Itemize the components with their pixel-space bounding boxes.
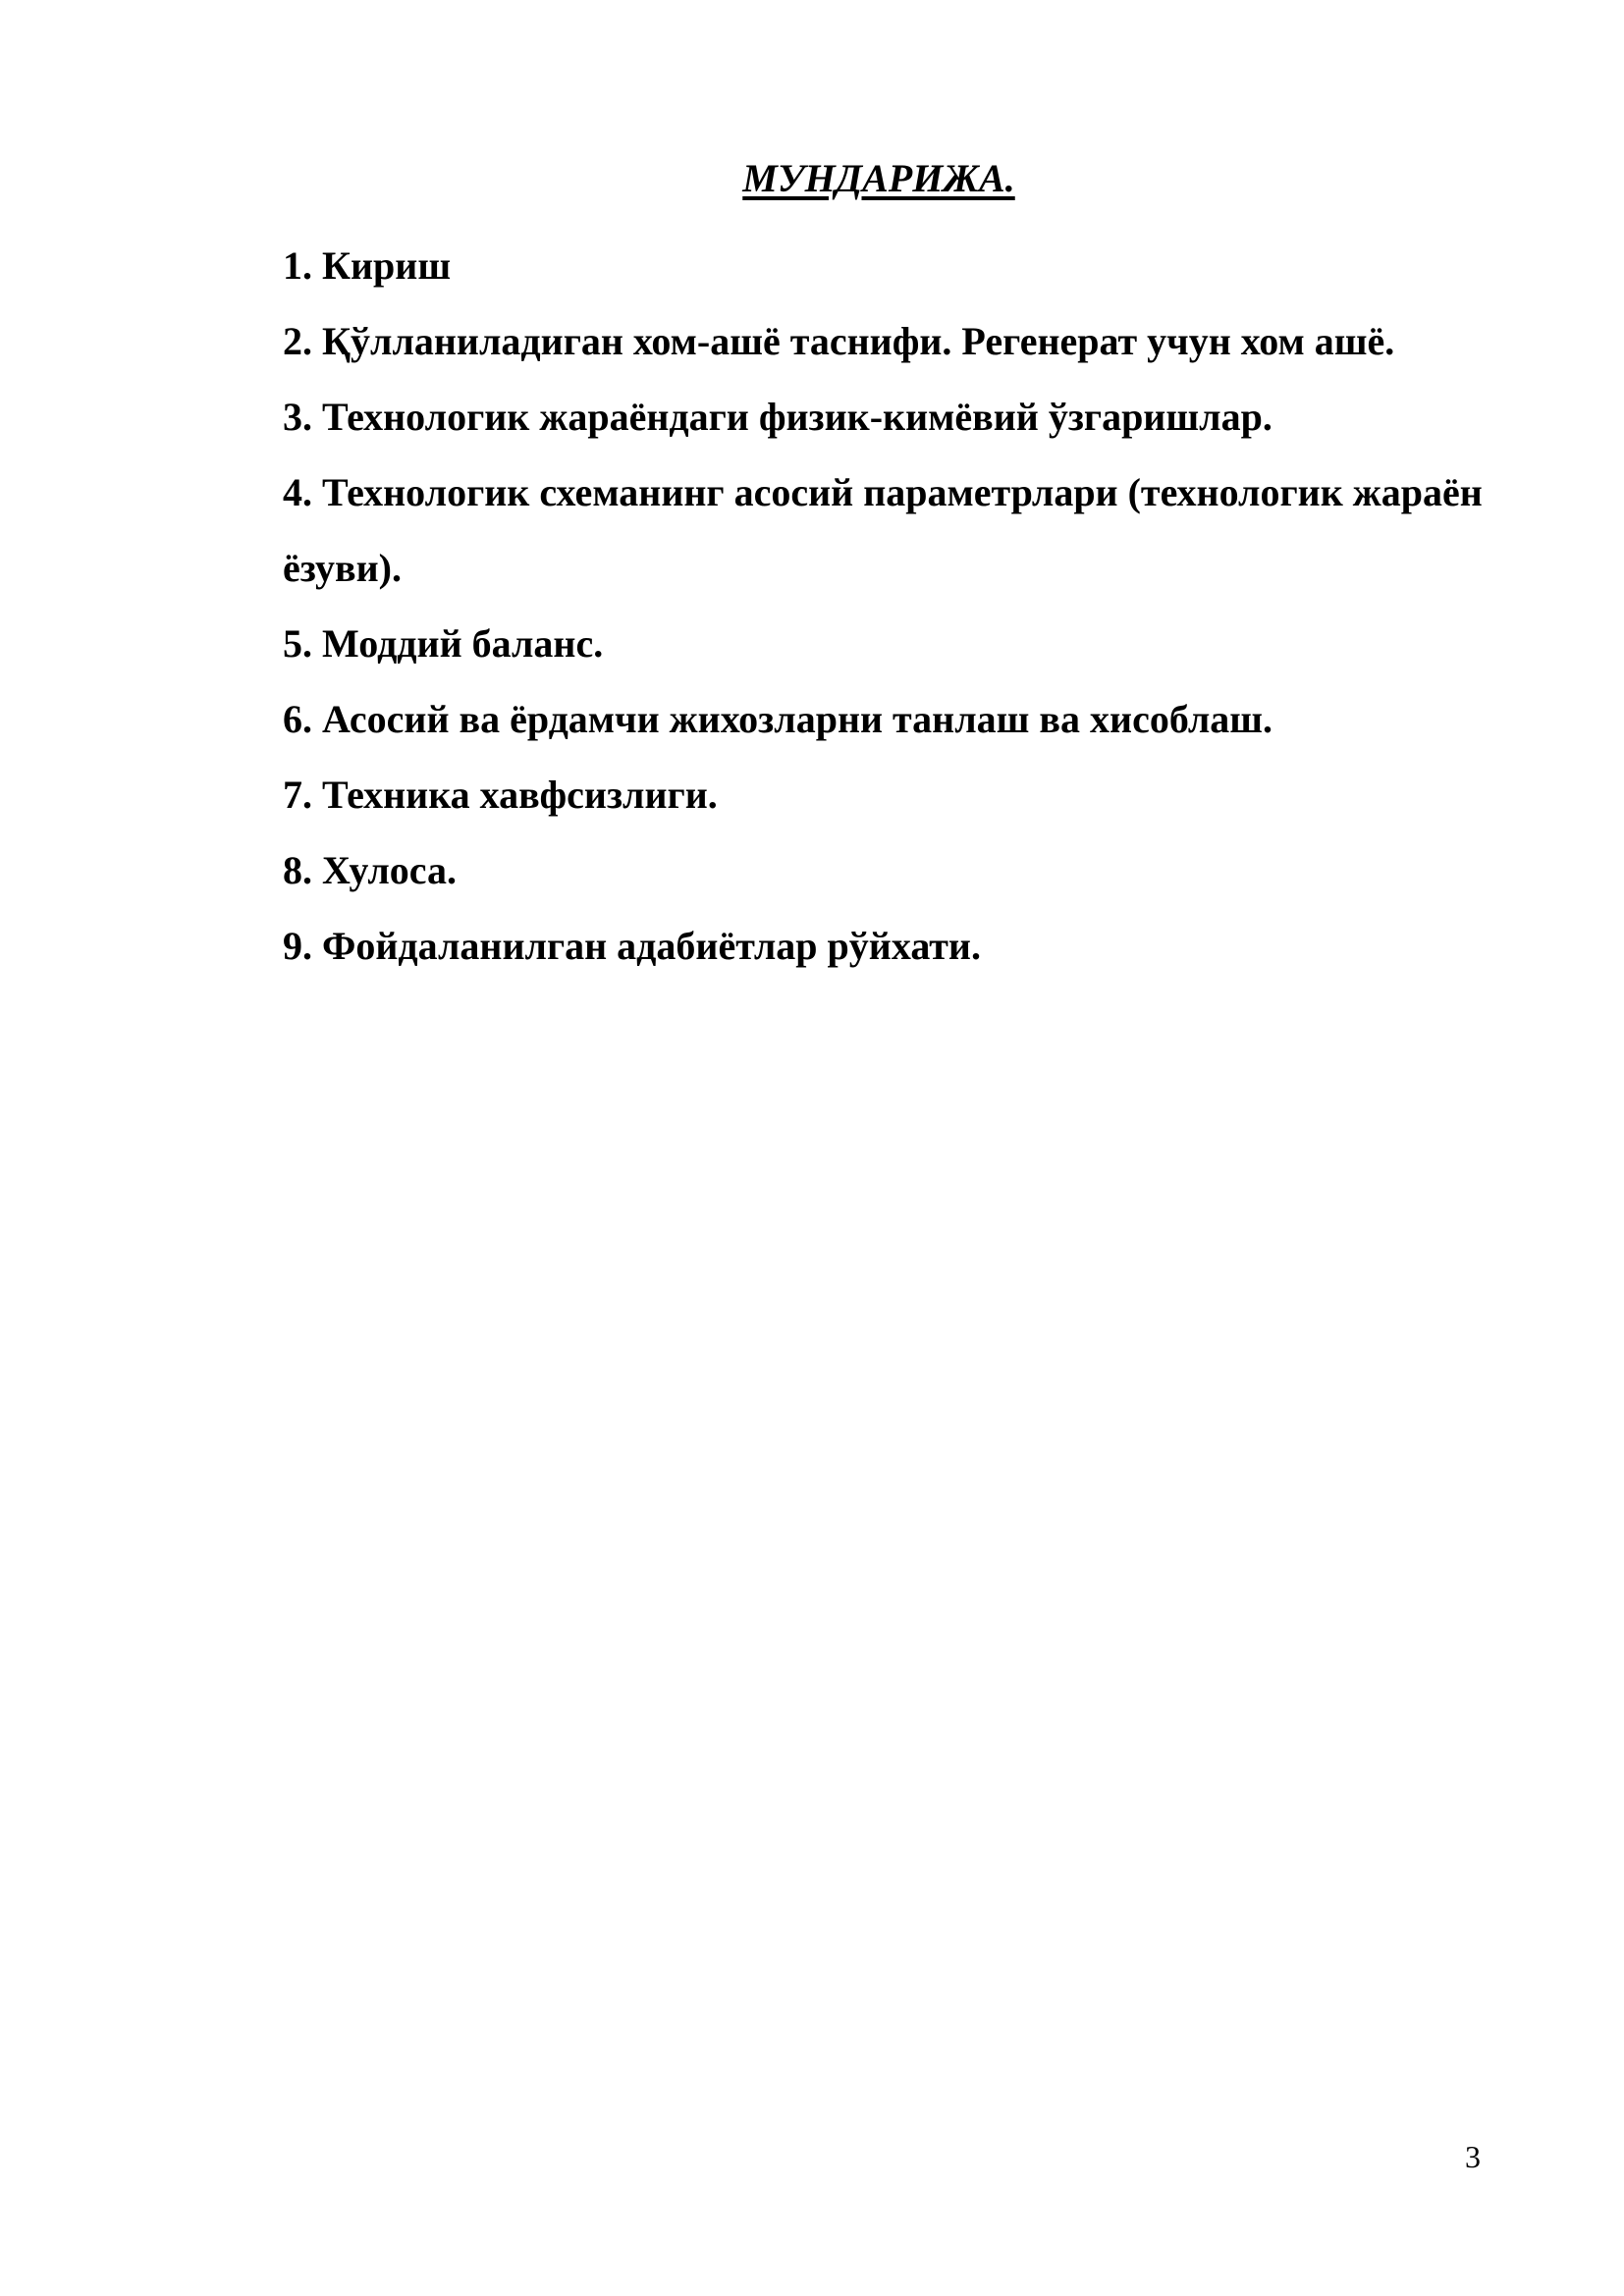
toc-item-3: 3. Технологик жараёндаги физик-кимёвий ўзгаришлар. (283, 395, 1272, 439)
page-title: МУНДАРИЖА. (742, 156, 1015, 200)
toc-item-4: 4. Технологик схеманинг асосий параметрлари (технологик жараён ёзуви). (283, 470, 1483, 590)
toc-item-5: 5. Моддий баланс. (283, 621, 604, 666)
toc-item-1: 1. Кириш (283, 243, 452, 288)
toc-item-8: 8. Хулоса. (283, 848, 458, 892)
toc-item-2: 2. Қўлланиладиган хом-ашё таснифи. Регенерат учун хом ашё. (283, 319, 1395, 363)
toc-item-6: 6. Асосий ва ёрдамчи жихозларни танлаш ва хисоблаш. (283, 697, 1273, 741)
page-number: 3 (1465, 2139, 1481, 2174)
table-of-contents (283, 228, 1490, 984)
toc-item-7: 7. Техника хавфсизлиги. (283, 773, 718, 817)
toc-item-9: 9. Фойдаланилган адабиётлар рўйхати. (283, 924, 981, 968)
